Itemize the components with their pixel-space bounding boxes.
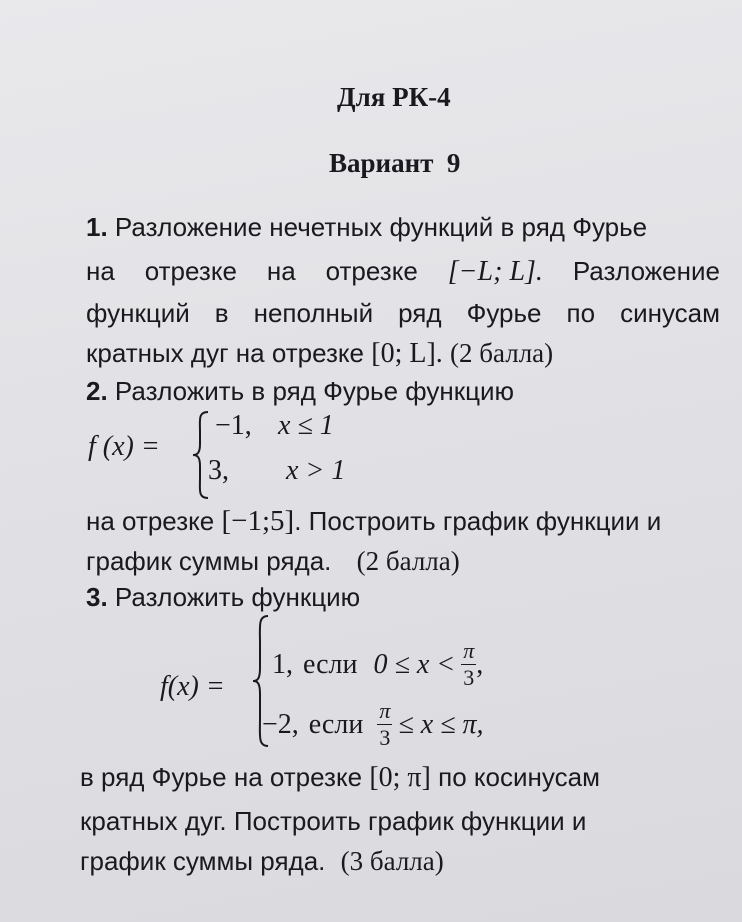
task2-points: (2 балла) [356, 546, 460, 576]
task2-text: Разложить в ряд Фурье функцию [114, 376, 515, 406]
task1-word-5: Разложение [572, 256, 720, 286]
task1-word-1: на [86, 256, 115, 286]
task2-line-a [86, 505, 661, 538]
task2-case2-value: 3, [208, 455, 229, 486]
task3-case1 [272, 640, 483, 689]
task3-text-a-rest: по косинусам [438, 762, 600, 792]
task1-line3: функций в неполный ряд Фурье по синусам [86, 298, 720, 328]
task3-case1-frac-num: π [463, 638, 475, 663]
task1-word-4: отрезке [325, 256, 418, 286]
task3-case2-fraction [377, 700, 392, 749]
task3-line-a [80, 762, 600, 794]
task1-points: (2 балла) [450, 338, 554, 368]
task3-case1-value: 1, [272, 648, 293, 680]
task2-text-a-rest: . Построить график функции и [294, 506, 662, 536]
task3-case1-end: , [476, 648, 484, 680]
task3-interval: [0; π] [369, 762, 431, 793]
task1-line1 [86, 212, 647, 243]
task1-line4 [86, 338, 553, 370]
task3-case2-value: −2, [262, 708, 299, 740]
task1-number: 1. [86, 212, 108, 242]
task2-number: 2. [86, 376, 108, 406]
task3-case1-fraction [461, 640, 476, 689]
task3-text-a: в ряд Фурье на отрезке [80, 762, 363, 792]
task2-case2-condition: x > 1 [286, 455, 346, 486]
task3-case2-frac-num: π [379, 698, 391, 723]
task3-heading [86, 582, 360, 613]
task3-number: 3. [86, 582, 108, 612]
task3-case2-frac-den: 3 [379, 725, 391, 750]
task2-text-b: график суммы ряда. [86, 546, 332, 576]
task2-case1-condition: x ≤ 1 [278, 410, 334, 441]
task2-heading [86, 376, 514, 407]
task3-case2-right: ≤ x ≤ π, [398, 708, 484, 740]
task2-line-b [86, 546, 460, 577]
task2-interval: [−1;5] [221, 505, 295, 537]
task3-case1-left: 0 ≤ x < [373, 648, 456, 680]
task3-case1-frac-den: 3 [463, 665, 475, 690]
task2-case1-value: −1, [215, 410, 252, 441]
task3-function-label: f(x) = [160, 671, 225, 702]
task3-case1-word: если [303, 648, 358, 680]
task3-line-c [80, 846, 444, 877]
task1-interval-symmetric: [−L; L]. [447, 256, 543, 287]
task2-text-a: на отрезке [86, 506, 215, 536]
task1-word-2: отрезке [144, 256, 237, 286]
task3-case2 [262, 700, 484, 749]
task3-case2-word: если [308, 708, 364, 740]
task2-function-label: f (x) = [88, 431, 160, 462]
task1-word-3: на [266, 256, 296, 286]
task3-points: (3 балла) [340, 846, 444, 876]
variant-label: Вариант 9 [329, 148, 461, 178]
task1-interval-half: [0; L]. [371, 338, 443, 369]
task3-text: Разложить функцию [114, 582, 361, 612]
task3-line-b: кратных дуг. Построить график функции и [80, 806, 587, 836]
task1-text-line4: кратных дуг на отрезке [86, 338, 365, 368]
task1-text-line1: Разложение нечетных функций в ряд Фурье [114, 212, 648, 242]
task1-line2 [86, 256, 720, 288]
task3-text-c: график суммы ряда. [80, 846, 326, 876]
sheet-title: Для РК-4 [337, 82, 451, 112]
